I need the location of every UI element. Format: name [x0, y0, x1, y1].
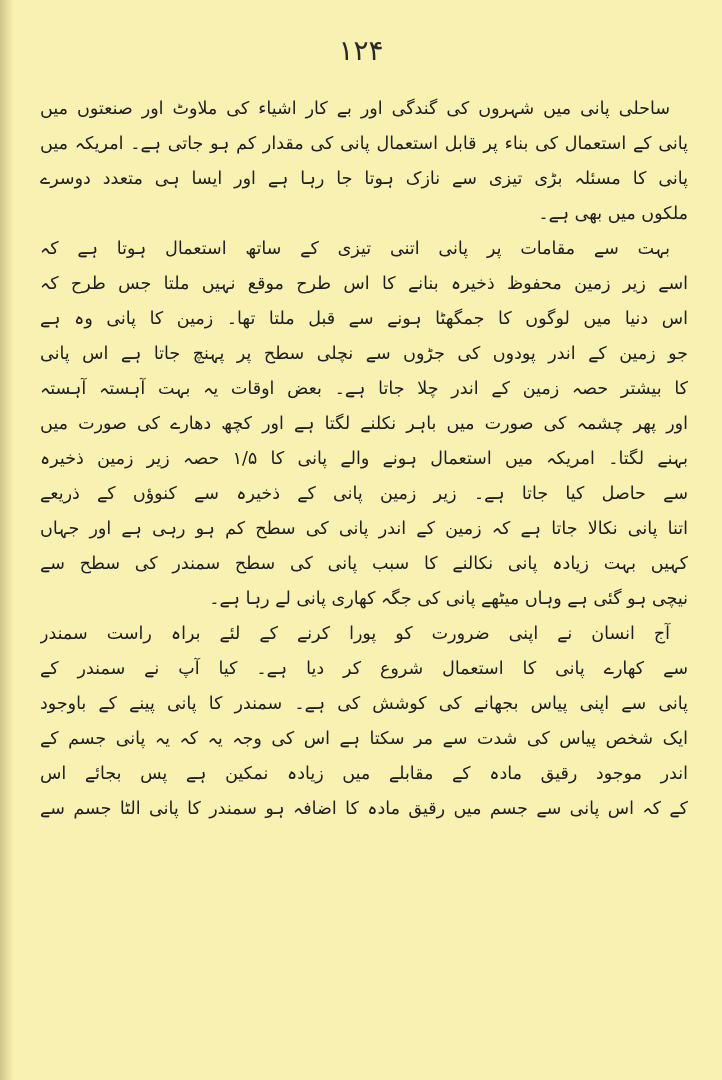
text-line: سے حاصل کیا جاتا ہے۔ زیر زمین پانی کے ذخیرہ سے کنوؤں کے ذریعے: [40, 484, 688, 504]
text-line: ایک شخص پیاس کی شدت سے مر سکتا ہے اس کی وجہ یہ کہ یہ پانی جسم کے: [40, 729, 688, 749]
text-line: اندر موجود رقیق مادہ کے مقابلے میں زیادہ نمکین ہے پس بجائے اس: [40, 764, 688, 784]
body-text: [40, 92, 688, 827]
text-line: اسے زیر زمین محفوظ ذخیرہ بنانے کا اس طرح موقع نہیں ملتا جس طرح کہ: [40, 274, 688, 294]
text-line: بہنے لگتا۔ امریکہ میں استعمال ہونے والے پانی کا ۱/۵ حصہ زیر زمین ذخیرہ: [40, 449, 688, 469]
page-binding-edge: [0, 0, 14, 1080]
text-line: جو زمین کے اندر پودوں کی جڑوں سے نچلی سطح پر پہنچ جاتا ہے اس پانی: [40, 344, 688, 364]
text-line: کہیں بہت زیادہ پانی نکالنے کا سبب پانی کی سطح سمندر کی سطح سے: [40, 554, 688, 574]
text-line: ساحلی پانی میں شہروں کی گندگی اور بے کار اشیاء کی ملاوٹ اور صنعتوں میں: [40, 99, 670, 119]
text-line: ملکوں میں بھی ہے۔: [538, 204, 688, 224]
text-line: آج انسان نے اپنی ضرورت کو پورا کرنے کے لئے براہ راست سمندر: [40, 624, 670, 644]
text-line: اس دنیا میں لوگوں کا جمگھٹا ہونے سے قبل ملتا تھا۔ زمین کا پانی وہ ہے: [40, 309, 688, 329]
text-line: سے کھارے پانی کا استعمال شروع کر دیا ہے۔ کیا آپ نے سمندر کے: [40, 659, 688, 679]
text-line: بہت سے مقامات پر پانی اتنی تیزی کے ساتھ استعمال ہوتا ہے کہ: [40, 239, 670, 259]
text-line: پانی کا مسئلہ بڑی تیزی سے نازک ہوتا جا رہا ہے اور ایسا ہی متعدد دوسرے: [40, 169, 688, 189]
text-line: کے کہ اس پانی سے جسم میں رقیق مادہ کا اضافہ ہو سمندر کا پانی الٹا جسم سے: [40, 799, 688, 819]
text-line: پانی کے استعمال کی بناء پر قابل استعمال پانی کی مقدار کم ہو جاتی ہے۔ امریکہ میں: [40, 134, 688, 154]
text-line: پانی سے اپنی پیاس بجھانے کی کوشش کی ہے۔ سمندر کا پانی پینے کے باوجود: [40, 694, 688, 714]
text-line: اور پھر چشمہ کی صورت میں باہر نکلنے لگتا ہے اور کچھ دھارے کی صورت میں: [40, 414, 688, 434]
page-number: ۱۲۴: [338, 34, 384, 67]
text-line: نیچی ہو گئی ہے وہاں میٹھے پانی کی جگہ کھاری پانی لے رہا ہے۔: [209, 589, 688, 609]
text-line: کا بیشتر حصہ زمین کے اندر چلا جاتا ہے۔ بعض اوقات یہ بہت آہستہ آہستہ: [40, 379, 688, 399]
text-line: اتنا پانی نکالا جاتا ہے کہ زمین کے اندر پانی کی سطح کم ہو رہی ہے اور جہاں: [40, 519, 688, 539]
